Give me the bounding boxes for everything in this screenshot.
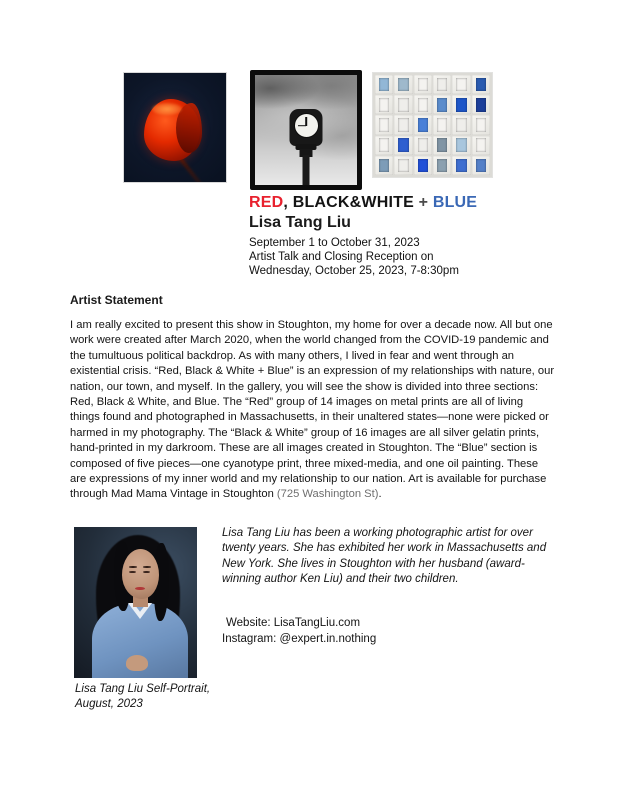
slide-frame [414,156,432,175]
slide-frame [452,115,470,134]
slide-frame [472,95,490,114]
slide-frame [472,115,490,134]
clock-housing [290,109,323,146]
slide-frame [472,75,490,94]
exhibition-title [249,193,477,213]
artist-bio: Lisa Tang Liu has been a working photographic artist for over twenty years. She has exhibited her work in Massachusetts and New York. She lives in Stoughton with her husband (award-winning author Ken Liu) and their two children. [222,527,547,586]
slide-frame [472,136,490,155]
clock-face [294,113,319,138]
slide-frame [433,115,451,134]
slide-image [456,98,466,111]
title-blue: BLUE [432,194,478,211]
slide-frame [414,95,432,114]
slide-image [379,159,389,172]
slide-image [437,159,447,172]
slide-image [418,78,428,91]
slide-image [476,138,486,151]
red-tulip-photo [123,72,227,183]
slide-frame [452,156,470,175]
artist-name: Lisa Tang Liu [249,214,351,231]
portrait-eye-left [129,571,136,573]
slide-image [398,118,408,131]
title-plus: + [413,194,433,211]
slide-frame [433,75,451,94]
portrait-brow-left [129,566,137,568]
blue-slides-photo [372,72,493,178]
slide-image [398,78,408,91]
clock-pole [303,155,310,185]
clock-hour-hand [298,125,306,127]
portrait-face [122,549,159,599]
slide-image [456,159,466,172]
slide-image [418,138,428,151]
slide-frame [394,156,412,175]
title-black-white: BLACK&WHITE [292,194,414,211]
slide-image [418,118,428,131]
slide-image [398,98,408,111]
contact-block [222,616,376,647]
slide-image [379,98,389,111]
website-line: Website: LisaTangLiu.com [226,617,361,629]
slide-frame [394,75,412,94]
slide-image [476,98,486,111]
dates-line: September 1 to October 31, 2023 [249,237,420,249]
slide-image [437,138,447,151]
portrait-hand [126,655,148,671]
title-comma: , [283,194,293,211]
artist-statement-body [70,318,556,503]
event-line-2: Wednesday, October 25, 2023, 7-8:30pm [249,265,459,278]
portrait-brow-right [143,566,151,568]
black-white-clock-photo [250,70,362,190]
slide-image [456,78,466,91]
slide-frame [394,136,412,155]
caption-line-2: August, 2023 [75,698,143,711]
slide-image [437,78,447,91]
slide-image [398,159,408,172]
slide-frame [452,75,470,94]
title-red: RED [249,194,284,211]
slide-image [418,98,428,111]
event-line-1: Artist Talk and Closing Reception on [249,251,434,264]
portrait-caption [75,682,210,713]
slide-frame [375,156,393,175]
portrait-lips [135,587,145,590]
slides-grid [375,75,490,175]
slide-frame [414,136,432,155]
statement-text: I am really excited to present this show in Stoughton, my home for over a decade now. All but one work were created after March 2020, when the world changed from the COVID-19 pandemic and the tumultuous political backdrop. As with many others, I lived in fear and went through an existential crisis. “Red, Black & White + Blue” is an expression of my relationships with nature, our nation, our town, and myself. In the gallery, you will see the show is divided into three sections: Red, Black & White, and Blue. The “Red” group of 14 images on metal prints are all of living things found and photographed in Massachusetts, in their unaltered states—none were picked or harmed in my photography. The “Black & White” group of 16 images are all silver gelatin prints, hand-printed in my darkroom. These are all images created in Stoughton. The “Blue” section is composed of five pieces—one cyanotype print, three mixed-media, and one oil painting. These are expressions of my inner world and my relationship to our nation. Art is available for purchase through Mad Mama Vintage in Stoughton [70,319,555,501]
slide-image [456,118,466,131]
slide-image [379,118,389,131]
slide-frame [414,75,432,94]
slide-image [418,159,428,172]
slide-frame [433,156,451,175]
slide-frame [375,136,393,155]
self-portrait-photo [74,527,197,678]
slide-frame [375,95,393,114]
slide-image [476,78,486,91]
slide-image [437,118,447,131]
title-block [249,193,477,279]
slide-frame [433,95,451,114]
slide-image [437,98,447,111]
tulip-highlight [152,103,182,115]
artist-statement-heading: Artist Statement [70,293,163,307]
slide-image [398,138,408,151]
slide-frame [414,115,432,134]
slide-frame [375,115,393,134]
slide-frame [452,95,470,114]
portrait-eye-right [143,571,150,573]
slide-frame [433,136,451,155]
slide-frame [394,95,412,114]
slide-image [456,138,466,151]
caption-line-1: Lisa Tang Liu Self-Portrait, [75,683,211,695]
slide-image [379,138,389,151]
slide-image [379,78,389,91]
exhibition-dates [249,236,477,279]
slide-frame [394,115,412,134]
instagram-line: Instagram: @expert.in.nothing [222,632,377,645]
slide-frame [472,156,490,175]
slide-frame [452,136,470,155]
slide-image [476,118,486,131]
slide-frame [375,75,393,94]
stormy-sky [255,75,357,185]
statement-period: . [378,488,382,501]
gallery-address: (725 Washington St) [276,488,379,501]
slide-image [476,159,486,172]
